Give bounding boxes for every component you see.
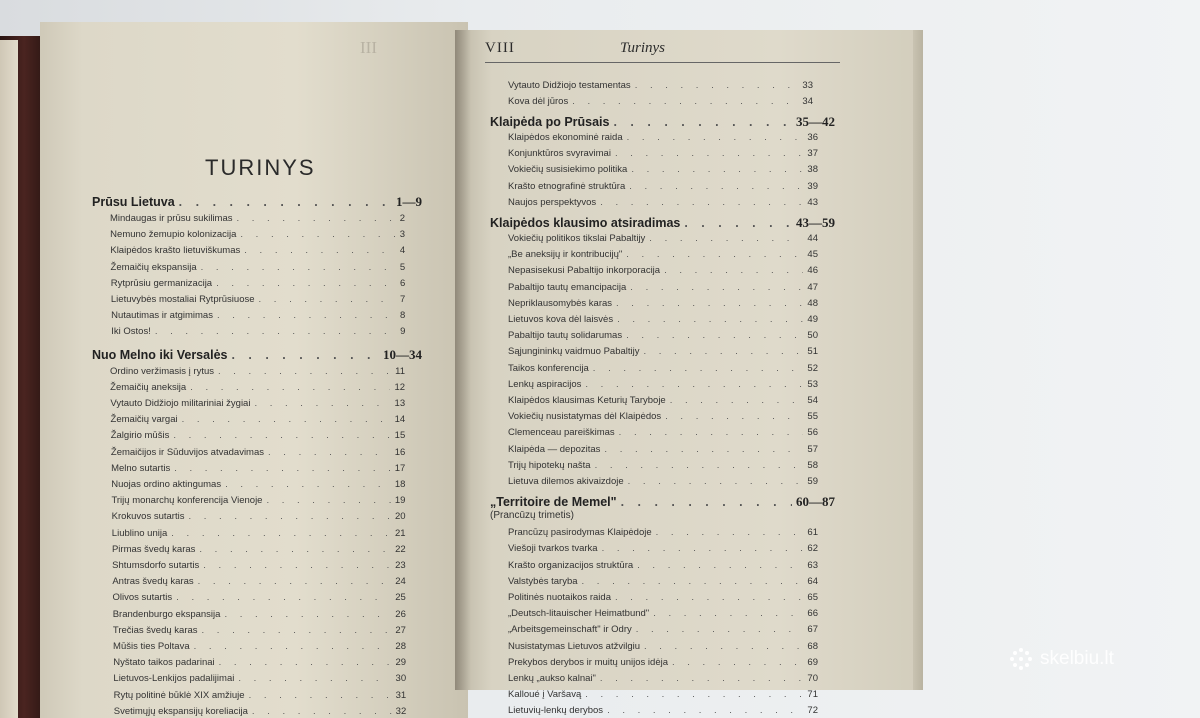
toc-item-text: Sąjungininkų vaidmuo Pabaltijy (508, 346, 640, 358)
toc-item-text: Prekybos derybos ir muitų unijos idėja (508, 656, 668, 668)
toc-item (508, 164, 818, 175)
dot-leader (203, 560, 391, 571)
toc-item-page: 50 (807, 330, 818, 342)
dot-leader (202, 625, 392, 636)
toc-item-page: 44 (807, 233, 818, 244)
dot-leader (593, 363, 804, 374)
toc-item (508, 411, 818, 422)
toc-section-heading (490, 494, 835, 510)
dot-leader (173, 430, 390, 441)
toc-item (113, 673, 406, 684)
toc-item (508, 197, 818, 208)
toc-item-text: Žemaičijos ir Sūduvijos atvadavimas (110, 446, 265, 458)
toc-item-page: 71 (807, 689, 818, 701)
toc-item-text: Clemenceau pareiškimas (508, 427, 615, 439)
toc-item (114, 706, 406, 717)
toc-section-heading-text: Prūsu Lietuva (92, 195, 175, 209)
toc-item-text: Lietuvių-lenkų derybos (508, 705, 604, 717)
toc-item-text: „Arbeitsgemeinschaft" ir Odry (508, 624, 632, 636)
toc-item-text: Krašto organizacijos struktūra (508, 559, 634, 571)
dot-leader (604, 444, 803, 455)
watermark-text: skelbiu.lt (1040, 648, 1114, 669)
toc-item-text: Žalgirio mūšis (110, 430, 170, 442)
dot-leader (218, 366, 391, 377)
toc-item (508, 330, 818, 341)
toc-item-text: Shtumsdorfo sutartis (112, 560, 200, 571)
dot-leader (635, 80, 799, 91)
toc-item (508, 314, 818, 325)
toc-item (112, 528, 406, 539)
toc-item-page: 14 (394, 414, 406, 426)
toc-item (508, 476, 818, 487)
dot-leader (644, 346, 804, 357)
dot-leader (219, 657, 392, 668)
toc-item-page: 55 (807, 411, 818, 423)
toc-item-text: Vytauto Didžiojo testamentas (508, 80, 631, 91)
toc-item-page: 61 (807, 527, 818, 539)
toc-item-page: 56 (807, 427, 818, 439)
toc-item (508, 132, 818, 143)
toc-item-page: 16 (394, 446, 406, 458)
toc-item (508, 96, 813, 107)
toc-item (110, 366, 405, 377)
toc-item (508, 689, 818, 700)
toc-item (113, 641, 406, 652)
toc-item-page: 4 (399, 245, 406, 257)
toc-item-page: 65 (807, 592, 818, 603)
dot-leader (613, 115, 792, 129)
dot-leader (254, 398, 390, 409)
toc-item-text: Klaipėdos krašto lietuviškumas (110, 245, 241, 257)
toc-item (508, 427, 818, 438)
toc-item (110, 245, 405, 256)
toc-item (508, 624, 818, 635)
toc-item-page: 11 (395, 365, 405, 377)
toc-section-heading (490, 114, 835, 130)
toc-item-page: 66 (807, 608, 818, 620)
toc-section-heading-page: 60—87 (796, 494, 835, 510)
toc-item-text: Konjunktūros svyravimai (508, 148, 611, 160)
toc-item-text: Naujos perspektyvos (508, 196, 597, 208)
toc-item (111, 326, 405, 337)
toc-item-text: Lietuvos-Lenkijos padalijimai (113, 673, 235, 685)
toc-item (508, 379, 818, 390)
toc-item (508, 363, 818, 374)
dot-leader (670, 395, 804, 406)
toc-item-text: Rytprūsiu germanizacija (110, 277, 213, 289)
toc-item (110, 382, 405, 393)
toc-section-heading (490, 215, 835, 231)
book-gutter-shadow (455, 30, 471, 690)
toc-item (111, 262, 406, 273)
toc-item (508, 673, 818, 684)
dot-leader (628, 476, 804, 487)
dots-logo-icon (1010, 648, 1032, 670)
toc-item-page: 47 (807, 281, 818, 293)
toc-item-page: 6 (399, 277, 406, 289)
toc-item-text: Viešoji tvarkos tvarka (508, 543, 598, 555)
toc-item (508, 641, 818, 652)
toc-item-page: 17 (394, 462, 406, 474)
toc-item-page: 29 (395, 657, 407, 669)
toc-item-page: 36 (807, 132, 818, 143)
toc-item (508, 444, 818, 455)
toc-item (508, 395, 818, 406)
toc-item (508, 249, 818, 260)
dot-leader (199, 544, 391, 555)
right-page-edge (913, 30, 923, 690)
dot-leader (171, 528, 391, 539)
dot-leader (630, 282, 803, 293)
toc-item-page: 26 (395, 608, 406, 620)
dot-leader (615, 592, 803, 603)
toc-item-page: 7 (399, 294, 406, 305)
toc-item (112, 560, 406, 571)
toc-item-page: 18 (394, 479, 406, 490)
dot-leader (198, 576, 392, 587)
toc-item (508, 657, 818, 668)
toc-item-page: 32 (395, 705, 407, 717)
toc-item-text: Lietuvos kova dėl laisvės (508, 314, 614, 325)
toc-item-text: „Deutsch-litauischer Heimatbund" (508, 608, 650, 620)
dot-leader (665, 411, 803, 422)
toc-item-page: 34 (802, 96, 813, 107)
toc-item-page: 24 (395, 576, 406, 588)
toc-item-text: Rytų politinė būklė XIX amžiuje (113, 689, 245, 701)
toc-item-text: Lenkų „aukso kalnai" (508, 673, 596, 684)
toc-item-page: 70 (807, 673, 818, 684)
dot-leader (595, 460, 804, 471)
toc-item-page: 25 (395, 592, 406, 604)
toc-item-page: 3 (399, 229, 406, 241)
dot-leader (585, 379, 803, 390)
dot-leader (631, 164, 803, 175)
toc-item (110, 213, 405, 224)
dot-leader (644, 641, 803, 652)
toc-item-page: 12 (394, 381, 406, 393)
toc-item-page: 53 (807, 378, 818, 390)
toc-item-page: 30 (395, 673, 407, 685)
dot-leader (637, 560, 803, 571)
dot-leader (259, 294, 396, 305)
toc-item (113, 657, 406, 668)
toc-item-page: 28 (395, 641, 406, 652)
toc-item (112, 511, 406, 522)
dot-leader (201, 262, 396, 273)
toc-item-text: Trečias švedų karas (112, 624, 198, 636)
toc-item (111, 430, 406, 441)
dot-leader (607, 705, 803, 716)
toc-item-text: Vytauto Didžiojo militariniai žygiai (110, 398, 251, 409)
toc-item-text: Trijų hipotekų našta (508, 459, 591, 471)
dot-leader (585, 689, 803, 700)
toc-item-page: 8 (400, 310, 406, 322)
toc-item (110, 398, 405, 409)
toc-item-page: 19 (394, 495, 406, 507)
dot-leader (617, 314, 803, 325)
toc-item-page: 27 (395, 624, 406, 636)
dot-leader (615, 148, 803, 159)
dot-leader (653, 608, 803, 619)
dot-leader (217, 310, 396, 321)
toc-item-text: Brandenburgo ekspansija (112, 608, 221, 620)
dot-leader (182, 414, 391, 425)
toc-item-text: Žemaičių aneksija (110, 381, 187, 393)
toc-item (508, 233, 818, 244)
section-note: (Prancūzų trimetis) (490, 510, 574, 522)
toc-item-text: Nepasisekusi Pabaltijo inkorporacija (508, 265, 661, 277)
toc-item (508, 181, 818, 192)
toc-item-text: Vokiečių susisiekimo politika (508, 164, 628, 176)
toc-item-text: Mindaugas ir prūsu sukilimas (110, 213, 233, 224)
toc-item-page: 46 (807, 265, 818, 277)
dot-leader (249, 690, 392, 701)
toc-item (111, 294, 405, 305)
toc-item (508, 80, 813, 91)
toc-item-text: Liublino unija (111, 527, 168, 539)
toc-item (111, 463, 405, 474)
toc-item (508, 298, 818, 309)
toc-item (508, 148, 818, 159)
right-running-title: Turinys (620, 40, 666, 56)
toc-item-text: Antras švedų karas (112, 576, 194, 588)
dot-leader (216, 278, 396, 289)
dot-leader (238, 673, 391, 684)
dot-leader (244, 245, 396, 256)
toc-title: TURINYS (205, 155, 316, 180)
dot-leader (179, 195, 392, 209)
toc-item (112, 544, 406, 555)
dot-leader (636, 624, 804, 635)
toc-item (111, 447, 405, 458)
toc-item-text: Nyštato taikos padarinai (113, 657, 215, 669)
dot-leader (616, 298, 803, 309)
toc-item-text: Nemuno žemupio kolonizacija (110, 229, 237, 241)
toc-item-text: Iki Ostos! (111, 326, 151, 338)
toc-item-page: 72 (807, 705, 818, 717)
toc-item-text: Krašto etnografinė struktūra (508, 180, 626, 192)
toc-item-page: 58 (807, 459, 818, 471)
dot-leader (664, 265, 803, 276)
dot-leader (252, 706, 392, 717)
dot-leader (231, 348, 379, 362)
toc-item-text: Kova dėl jūros (508, 96, 569, 107)
dot-leader (600, 673, 804, 684)
toc-item-page: 54 (807, 395, 818, 406)
toc-item (508, 608, 818, 619)
left-page-number: III (360, 38, 377, 57)
dot-leader (240, 229, 395, 240)
dot-leader (572, 96, 798, 107)
toc-item-page: 37 (807, 148, 818, 160)
toc-item-page: 68 (807, 640, 818, 652)
toc-item-text: Nutautimas ir atgimimas (111, 310, 213, 322)
header-rule (485, 62, 840, 63)
toc-item (111, 278, 406, 289)
dot-leader (237, 213, 396, 224)
toc-item-text: Nusistatymas Lietuvos atžvilgiu (508, 640, 640, 652)
toc-item-text: Krokuvos sutartis (111, 511, 185, 523)
toc-item (111, 479, 405, 490)
dot-leader (672, 657, 803, 668)
toc-item-page: 38 (807, 164, 818, 176)
dot-leader (684, 216, 792, 230)
dot-leader (626, 330, 803, 341)
toc-item-page: 52 (807, 362, 818, 374)
toc-item-page: 20 (394, 511, 406, 523)
toc-section-heading-page: 43—59 (796, 215, 835, 230)
toc-item (111, 310, 405, 321)
toc-item-text: Nepriklausomybės karas (508, 297, 613, 309)
toc-item-page: 9 (400, 326, 406, 338)
toc-item-page: 21 (395, 527, 406, 539)
toc-item-page: 63 (807, 559, 818, 571)
toc-section-heading-text: „Territoire de Memel" (490, 495, 617, 510)
toc-item-page: 39 (807, 180, 818, 192)
toc-section-heading-text: Klaipėdos klausimo atsiradimas (490, 216, 681, 230)
toc-item-page: 22 (395, 543, 406, 555)
toc-item-page: 23 (395, 560, 406, 571)
toc-item-text: Pabaltijo tautų solidarumas (508, 330, 623, 342)
toc-item (508, 592, 818, 603)
toc-item-text: Pirmas švedų karas (111, 543, 196, 555)
dot-leader (176, 592, 391, 603)
toc-item (111, 414, 406, 425)
toc-item-page: 51 (807, 346, 818, 358)
toc-item-page: 2 (399, 213, 405, 224)
dot-leader (627, 132, 804, 143)
dot-leader (626, 249, 803, 260)
dot-leader (621, 495, 792, 509)
dot-leader (190, 382, 390, 393)
toc-item-text: Klaipėdos ekonominė raida (508, 132, 623, 143)
toc-item (113, 609, 406, 620)
dot-leader (619, 427, 804, 438)
toc-item-text: Ordino veržimasis į rytus (110, 365, 214, 377)
toc-item-page: 49 (807, 314, 818, 325)
toc-item-text: Lietuva dilemos akivaizdoje (508, 476, 624, 487)
toc-item-text: Žemaičių ekspansija (110, 261, 197, 273)
toc-item-page: 57 (807, 443, 818, 455)
dot-leader (155, 326, 396, 337)
toc-item-page: 15 (394, 430, 406, 442)
toc-section-heading-page: 35—42 (796, 114, 835, 129)
toc-item (508, 543, 818, 554)
dot-leader (188, 511, 390, 522)
toc-item-text: Pabaltijo tautų emancipacija (508, 281, 627, 293)
toc-item (508, 576, 818, 587)
dot-leader (629, 181, 803, 192)
toc-section-heading-text: Nuo Melno iki Versalės (92, 347, 228, 362)
toc-item-text: Vokiečių politikos tikslai Pabaltijy (508, 233, 646, 244)
dot-leader (224, 609, 391, 620)
toc-item (508, 346, 818, 357)
watermark (1010, 648, 1114, 670)
toc-item (508, 560, 818, 571)
toc-item-text: Svetimųjų ekspansijų koreliacija (113, 705, 248, 717)
dot-leader (194, 641, 392, 652)
dot-leader (649, 233, 803, 244)
toc-section-heading (92, 194, 422, 210)
dot-leader (600, 197, 803, 208)
dot-leader (656, 527, 804, 538)
toc-item-text: „Be aneksijų ir kontribucijų" (508, 249, 623, 261)
toc-item-text: Politinės nuotaikos raida (508, 592, 611, 603)
toc-item-text: Klaipėdos klausimas Keturių Taryboje (508, 395, 666, 406)
toc-item-text: Lietuvybės mostaliai Rytprūsiuose (110, 294, 255, 305)
toc-item-text: Nuojas ordino aktingumas (111, 479, 222, 490)
toc-item (508, 265, 818, 276)
toc-item (113, 592, 406, 603)
toc-item-page: 33 (802, 80, 813, 91)
toc-item-text: Valstybės taryba (508, 575, 578, 587)
toc-item-page: 69 (807, 656, 818, 668)
toc-item-text: Žemaičių vargai (110, 414, 178, 426)
dot-leader (602, 543, 804, 554)
dot-leader (225, 479, 391, 490)
toc-item-text: Prancūzų pasirodymas Klaipėdoje (508, 527, 652, 539)
toc-item (508, 282, 818, 293)
toc-section-heading-page: 1—9 (396, 194, 422, 209)
toc-item-page: 43 (807, 196, 818, 208)
toc-section-heading (92, 347, 422, 363)
toc-item (111, 495, 405, 506)
dot-leader (582, 576, 804, 587)
toc-item (508, 527, 818, 538)
toc-item-page: 5 (399, 261, 406, 273)
toc-item (508, 705, 818, 716)
toc-item-page: 59 (807, 476, 818, 487)
toc-item (508, 460, 818, 471)
toc-item-page: 48 (807, 297, 818, 309)
toc-item (113, 625, 406, 636)
dot-leader (268, 447, 391, 458)
toc-item-page: 62 (807, 543, 818, 555)
toc-item-text: Vokiečių nusistatymas dėl Klaipėdos (508, 411, 662, 423)
toc-item-text: Melno sutartis (111, 462, 171, 474)
toc-item-page: 31 (395, 689, 407, 701)
toc-item (114, 690, 407, 701)
book-page-block-edge (0, 40, 18, 718)
toc-item-page: 64 (807, 575, 818, 587)
toc-section-heading-text: Klaipėda po Prūsais (490, 115, 610, 129)
toc-section-heading-page: 10—34 (383, 346, 422, 362)
toc-item (112, 576, 405, 587)
toc-item (110, 229, 405, 240)
toc-item-text: Kalloué į Varšavą (508, 689, 582, 701)
toc-item-text: Klaipėda — depozitas (508, 443, 601, 455)
toc-item-text: Lenkų aspiracijos (508, 378, 582, 390)
right-page-number: VIII (485, 40, 515, 56)
toc-item-page: 45 (807, 249, 818, 261)
toc-item-page: 13 (394, 398, 406, 409)
toc-item-text: Olivos sutartis (112, 592, 173, 604)
dot-leader (174, 463, 391, 474)
toc-item-text: Mūšis ties Poltava (113, 641, 190, 652)
toc-item-page: 67 (807, 624, 818, 636)
toc-item-text: Taikos konferencija (508, 362, 589, 374)
toc-item-text: Trijų monarchų konferencija Vienoje (111, 495, 263, 507)
dot-leader (266, 495, 390, 506)
